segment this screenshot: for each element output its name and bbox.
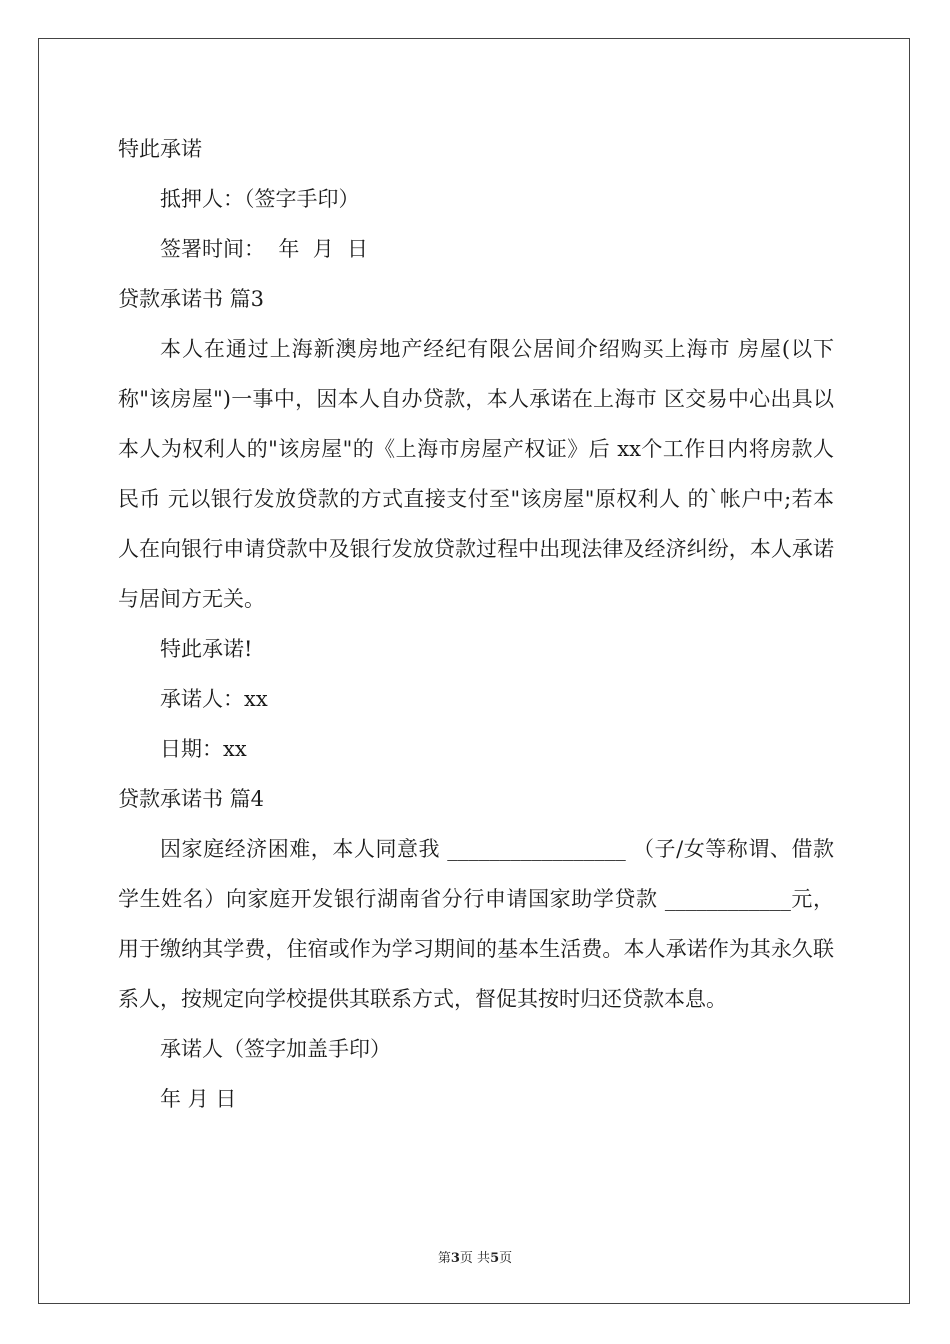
page-footer xyxy=(0,1247,950,1266)
paragraph: 年 月 日 xyxy=(160,1087,237,1111)
section-heading: 贷款承诺书 篇4 xyxy=(118,787,265,811)
paragraph: 本人在通过上海新澳房地产经纪有限公居间介绍购买上海市 房屋(以下称"该房屋")一事中，因本人自办贷款，本人承诺在上海市 区交易中心出具以本人为权利人的"该房屋"的《上海市房屋产权证》后 xx个工作日内将房款人民币 元以银行发放贷款的方式直接支付至"该房屋"原权利人 的`帐户中;若本人在向银行申请贷款中及银行发放贷款过程中出现法律及经济纠纷，本人承诺与居间方无关。 xyxy=(118,337,834,611)
document-body xyxy=(118,124,834,1124)
page-total: 5 xyxy=(490,1251,500,1266)
paragraph: 承诺人：xx xyxy=(160,687,268,711)
paragraph: 特此承诺 xyxy=(118,137,202,161)
paragraph: 日期：xx xyxy=(160,737,247,761)
paragraph: 因家庭经济困难，本人同意我 _________________ （子/女等称谓、借款学生姓名）向家庭开发银行湖南省分行申请国家助学贷款 ____________元，用于缴纳其学费，住宿或作为学习期间的基本生活费。本人承诺作为其永久联系人，按规定向学校提供其联系方式，督促其按时归还贷款本息。 xyxy=(118,837,834,1011)
paragraph: 签署时间： 年 月 日 xyxy=(160,237,369,261)
paragraph: 抵押人：（签字手印） xyxy=(160,187,360,211)
paragraph: 承诺人（签字加盖手印） xyxy=(160,1037,391,1061)
section-heading: 贷款承诺书 篇3 xyxy=(118,287,265,311)
page-mid: 页 共 xyxy=(459,1251,491,1266)
page-suffix: 页 xyxy=(499,1251,513,1266)
page-current: 3 xyxy=(450,1251,460,1266)
paragraph: 特此承诺! xyxy=(160,637,253,661)
page-prefix: 第 xyxy=(437,1251,451,1266)
